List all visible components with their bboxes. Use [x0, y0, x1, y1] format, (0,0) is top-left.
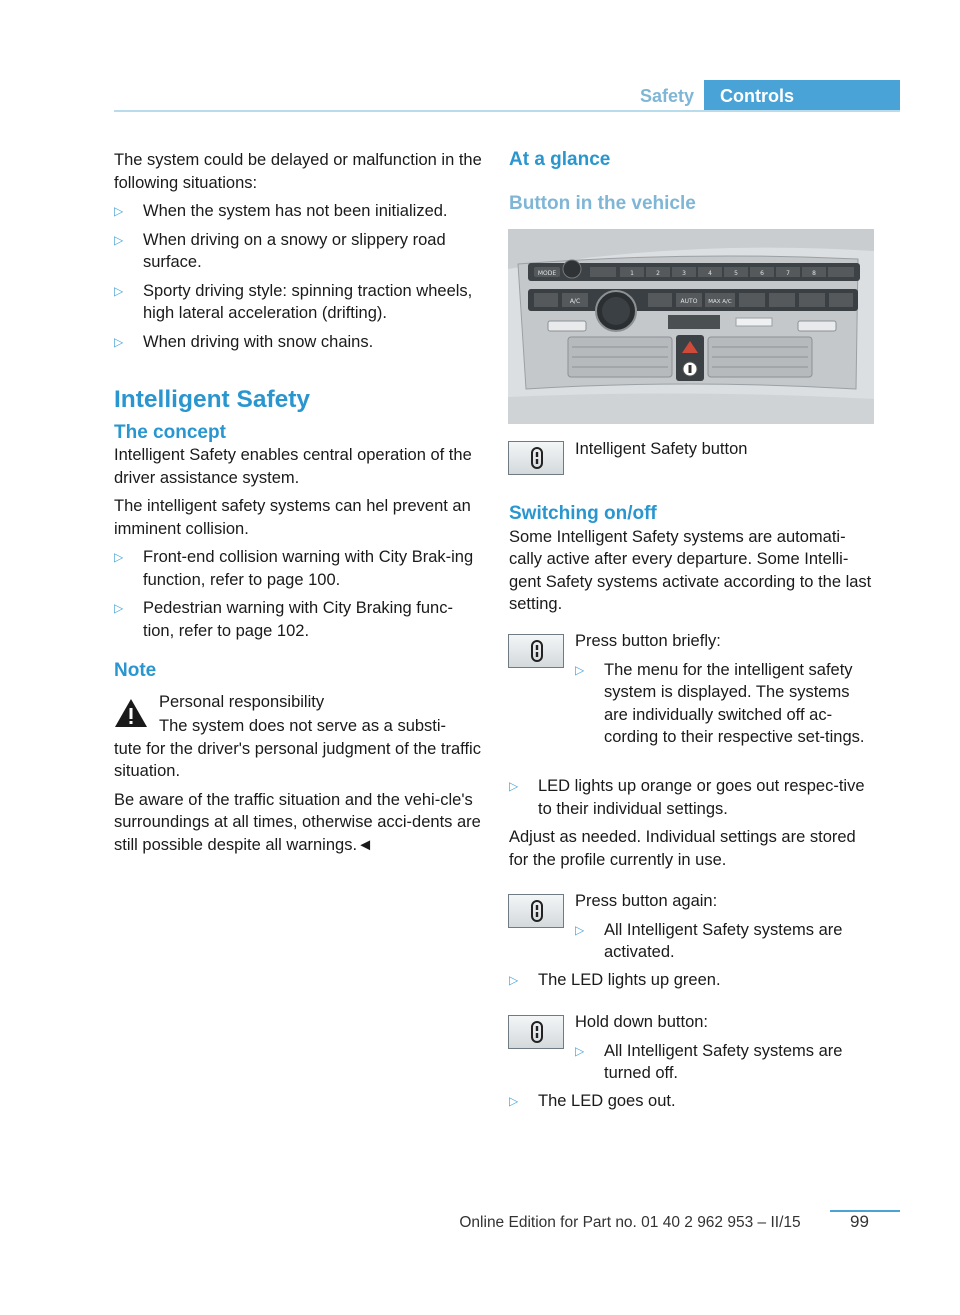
preset-label: 7 — [786, 270, 790, 277]
triangle-bullet-icon: ▷ — [509, 779, 519, 793]
intelligent-safety-button-icon — [508, 634, 564, 668]
note-block — [114, 691, 482, 857]
note-heading: Note — [114, 660, 157, 681]
triangle-bullet-icon: ▷ — [114, 601, 124, 615]
triangle-bullet-icon: ▷ — [114, 283, 124, 298]
concept-heading: The concept — [114, 421, 226, 443]
preset-label: 8 — [812, 270, 816, 277]
preset-label: 1 — [630, 270, 634, 277]
switching-text: Some Intelligent Safety systems are automati‐cally active after every departure. Some Intelli‐gent Safety systems activate according to the last setting. — [509, 527, 872, 613]
triangle-bullet-icon: ▷ — [575, 662, 585, 677]
header-rule — [114, 110, 900, 112]
intro-text: The system could be delayed or malfunction in the following situations: — [114, 151, 482, 192]
switching-heading: Switching on/off — [509, 503, 657, 524]
warning-icon — [114, 697, 148, 729]
list-item: ▷ The LED goes out. — [509, 1090, 875, 1113]
list-item: ▷ When driving on a snowy or slippery road surface. — [114, 230, 446, 271]
list-item: ▷ Pedestrian warning with City Braking func‐tion, refer to page 102. — [114, 599, 453, 640]
ac-button-label: A/C — [569, 298, 581, 305]
press-briefly-block — [575, 630, 875, 755]
max-ac-button-label: MAX A/C — [708, 299, 732, 305]
at-a-glance-heading: At a glance — [509, 149, 611, 170]
concept-text-2: The intelligent safety systems can hel prevent an imminent collision. — [114, 497, 471, 538]
header-section-label: Safety — [639, 86, 694, 106]
intelligent-safety-button-icon — [508, 441, 564, 475]
note-text-2: Be aware of the traffic situation and the vehi‐cle's surroundings at all times, otherwise acci‐dents are still possible despite all warnings.◄ — [114, 790, 481, 854]
button-in-vehicle-heading: Button in the vehicle — [509, 193, 696, 214]
preset-label: 5 — [734, 270, 738, 277]
intelligent-safety-button-icon — [508, 1015, 564, 1049]
header-chapter-tab: Controls — [704, 80, 900, 112]
list-item: ▷ Front-end collision warning with City Brak‐ing function, refer to page 100. — [114, 548, 474, 589]
intelligent-safety-button-icon — [508, 894, 564, 928]
triangle-bullet-icon: ▷ — [114, 204, 124, 218]
section-title: Intelligent Safety — [114, 386, 311, 413]
note-line-1: The system does not serve as a substi‐ — [159, 717, 447, 735]
adjust-text: Adjust as needed. Individual settings are stored for the profile currently in use. — [509, 828, 856, 869]
center-console-illustration — [508, 229, 874, 424]
concept-text: Intelligent Safety enables central operation of the driver assistance system. — [114, 446, 472, 487]
preset-label: 6 — [760, 270, 764, 277]
button-caption: Intelligent Safety button — [575, 440, 748, 458]
mode-button-label: MODE — [537, 270, 557, 277]
triangle-bullet-icon: ▷ — [114, 334, 124, 349]
press-briefly-label: Press button briefly: — [575, 632, 721, 650]
footer-edition: Online Edition for Part no. 01 40 2 962 953 – II/15 — [459, 1214, 801, 1231]
list-item: ▷ All Intelligent Safety systems are activated. — [575, 920, 843, 961]
preset-label: 3 — [682, 270, 686, 277]
led-out-block — [509, 1090, 875, 1119]
triangle-bullet-icon: ▷ — [509, 973, 519, 987]
triangle-bullet-icon: ▷ — [575, 1043, 585, 1058]
led-green-block — [509, 969, 875, 998]
auto-button-label: AUTO — [680, 298, 698, 305]
triangle-bullet-icon: ▷ — [575, 922, 585, 937]
list-item: ▷ The menu for the intelligent safety system is displayed. The systems are individually switched off ac‐cording to their respective set‐tings. — [575, 660, 865, 746]
note-text: tute for the driver's personal judgment of the traffic situation. — [114, 739, 481, 780]
page-number: 99 — [850, 1212, 869, 1231]
preset-label: 2 — [656, 270, 660, 277]
note-title: Personal responsibility — [159, 692, 325, 711]
list-item: ▷ When the system has not been initialized. — [114, 200, 482, 223]
list-item: ▷ All Intelligent Safety systems are turned off. — [575, 1041, 843, 1082]
hold-down-label: Hold down button: — [575, 1013, 709, 1031]
triangle-bullet-icon: ▷ — [114, 550, 124, 564]
hold-down-block — [575, 1011, 875, 1091]
led-orange-block — [509, 775, 875, 877]
left-column — [114, 149, 482, 862]
press-again-block — [575, 890, 875, 970]
switching-section — [509, 503, 875, 622]
press-again-label: Press button again: — [575, 892, 718, 910]
list-item: ▷ Sporty driving style: spinning traction wheels, high lateral acceleration (drifting). — [114, 281, 473, 322]
preset-label: 4 — [708, 270, 712, 277]
list-item: ▷ When driving with snow chains. — [114, 331, 482, 354]
triangle-bullet-icon: ▷ — [114, 232, 124, 247]
list-item: ▷ The LED lights up green. — [509, 969, 875, 992]
list-item: ▷ LED lights up orange or goes out respec‐tive to their individual settings. — [509, 777, 865, 818]
triangle-bullet-icon: ▷ — [509, 1094, 519, 1108]
